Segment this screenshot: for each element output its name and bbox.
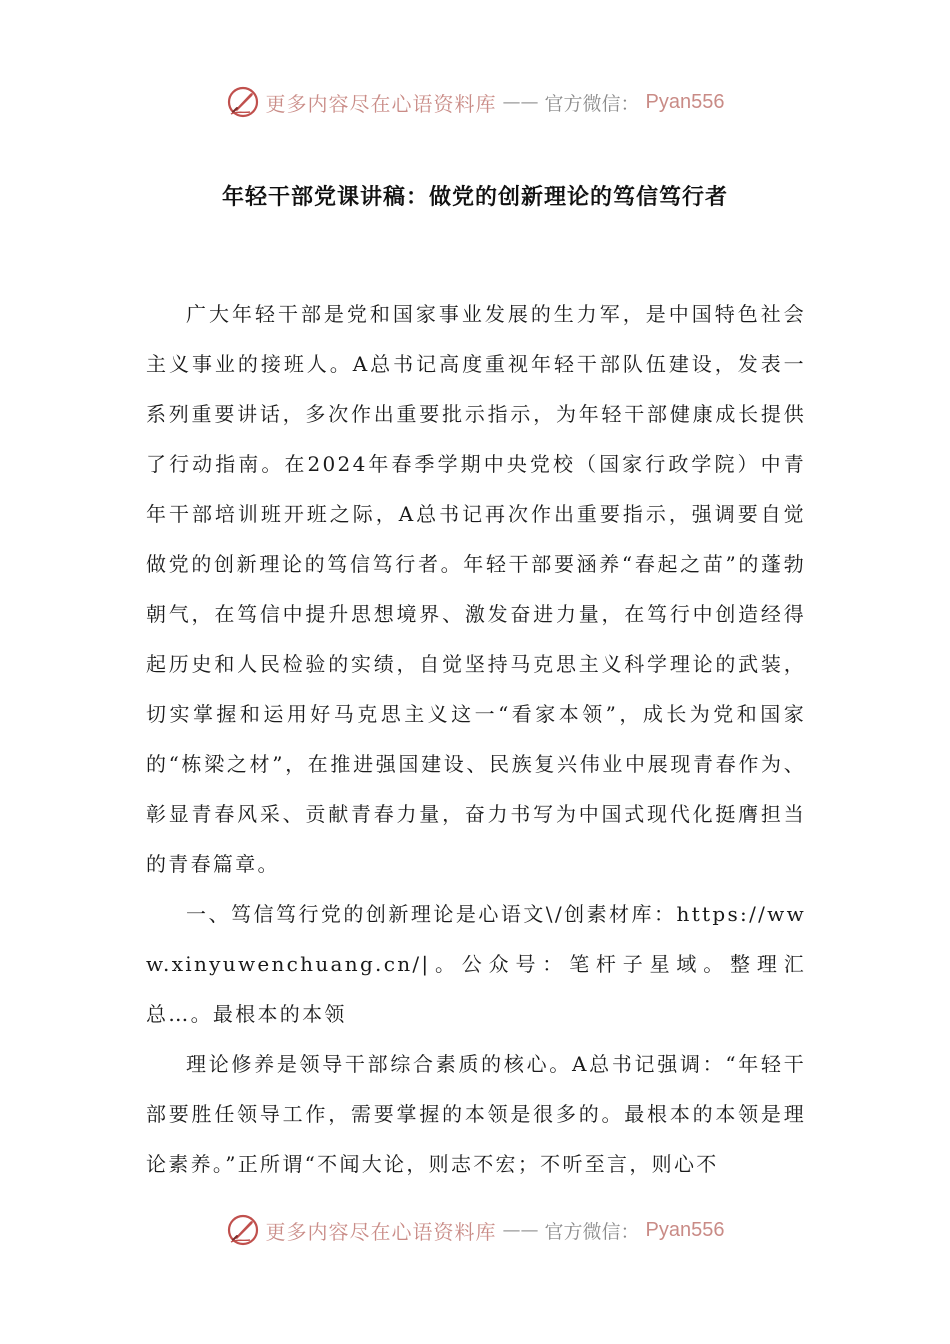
body-paragraph-theory: 理论修养是领导干部综合素质的核心。A总书记强调：“年轻干部要胜任领导工作，需要掌握的本领是很多的。最根本的本领是理论素养。”正所谓“不闻大论，则志不宏；不听至言，则心不 [146, 1052, 806, 1176]
banner-slogan: 更多内容尽在心语资料库 [265, 1219, 497, 1244]
document-body [146, 289, 806, 1189]
document-title: 年轻干部党课讲稿：做党的创新理论的笃信笃行者 [221, 185, 728, 210]
quill-logo-icon [226, 1213, 260, 1247]
banner-separator: —— [502, 1219, 539, 1241]
banner-slogan: 更多内容尽在心语资料库 [265, 91, 497, 116]
section-heading-1: 一、笃信笃行党的创新理论是心语文\/创素材库：https://www.xinyuwenchuang.cn/|。公众号：笔杆子星域。整理汇总…。最根本的本领 [146, 902, 806, 1026]
footer-banner [0, 1210, 950, 1250]
banner-separator: —— [502, 91, 539, 113]
body-paragraph-intro: 广大年轻干部是党和国家事业发展的生力军，是中国特色社会主义事业的接班人。A总书记高度重视年轻干部队伍建设，发表一系列重要讲话，多次作出重要批示指示，为年轻干部健康成长提供了行动指南。在2024年春季学期中央党校（国家行政学院）中青年干部培训班开班之际，A总书记再次作出重要指示，强调要自觉做党的创新理论的笃信笃行者。年轻干部要涵养“春起之苗”的蓬勃朝气，在笃信中提升思想境界、激发奋进力量，在笃行中创造经得起历史和人民检验的实绩，自觉坚持马克思主义科学理论的武装，切实掌握和运用好马克思主义这一“看家本领”，成长为党和国家的“栋梁之材”，在推进强国建设、民族复兴伟业中展现青春作为、彰显青春风采、贡献青春力量，奋力书写为中国式现代化挺膺担当的青春篇章。 [146, 302, 806, 876]
banner-contact-label: 官方微信： [544, 92, 640, 115]
banner-wechat-id: Pyan556 [645, 1218, 725, 1241]
header-banner [0, 82, 950, 122]
banner-wechat-id: Pyan556 [645, 90, 725, 113]
banner-contact-label: 官方微信： [544, 1220, 640, 1243]
quill-logo-icon [226, 85, 260, 119]
